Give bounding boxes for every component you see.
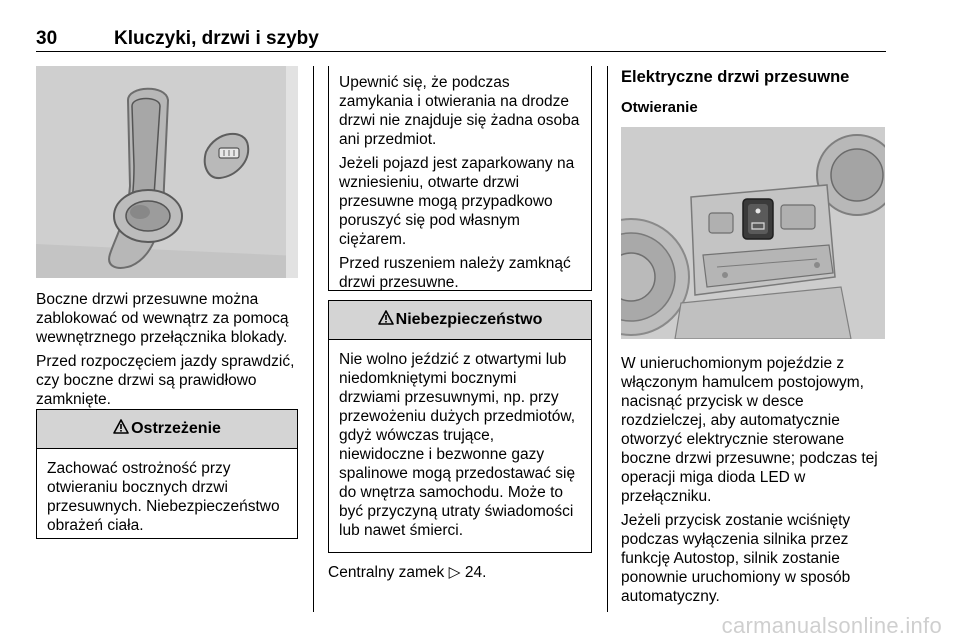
cross-ref-arrow-icon: ▷: [448, 564, 461, 581]
continued-warning-box: [328, 66, 592, 291]
danger-box-header: [329, 300, 591, 340]
warning-box-header: [37, 409, 297, 449]
col1-text: [36, 290, 300, 414]
dashboard-switch-illustration: [621, 127, 885, 339]
paragraph: Boczne drzwi przesuwne można zablokować od wewnątrz za pomocą wewnętrznego przełącznika blokady.: [36, 291, 289, 346]
warning-box-title: Ostrzeżenie: [131, 420, 221, 437]
warning-triangle-icon: [378, 310, 394, 330]
cross-ref-page[interactable]: 24.: [464, 564, 487, 581]
cross-ref-text: Centralny zamek: [328, 564, 445, 581]
warning-box-body: [37, 449, 297, 548]
column-divider-1: [313, 66, 314, 612]
cross-reference: [328, 563, 592, 582]
paragraph: W unieruchomionym pojeździe z włączonym hamulcem postojowym, nacisnąć przycisk w desce rozdzielczej, aby automatycznie otworzyć elektrycznie sterowane boczne drzwi przesuwne; podczas tej operacji miga dioda LED w przełączniku.: [621, 355, 878, 505]
page-header: [36, 28, 886, 52]
chapter-title: Kluczyki, drzwi i szyby: [114, 28, 319, 49]
warning-text: Zachować ostrożność przy otwieraniu bocznych drzwi przesuwnych. Niebezpieczeństwo obrażeń ciała.: [47, 460, 280, 534]
danger-box-title: Niebezpieczeństwo: [395, 311, 543, 328]
danger-box: [328, 300, 592, 553]
paragraph: Upewnić się, że podczas zamykania i otwierania na drodze drzwi nie znajduje się żadna osoba ani przedmiot.: [339, 74, 580, 148]
paragraph: Jeżeli pojazd jest zaparkowany na wzniesieniu, otwarte drzwi przesuwne mogą przypadkowo poruszyć się pod własnym ciężarem.: [339, 155, 575, 248]
warning-box: [36, 409, 298, 539]
watermark: carmanualsonline.info: [721, 613, 942, 638]
col3-text: [621, 354, 887, 611]
subsection-title: Otwieranie: [621, 99, 698, 116]
dashboard-figure: [621, 127, 885, 339]
page-number: 30: [36, 28, 58, 49]
danger-box-body: [329, 340, 591, 553]
paragraph: Przed ruszeniem należy zamknąć drzwi przesuwne.: [339, 255, 571, 291]
continued-box-body: [329, 66, 591, 305]
column-divider-2: [607, 66, 608, 612]
section-title: Elektryczne drzwi przesuwne: [621, 68, 850, 86]
paragraph: Jeżeli przycisk zostanie wciśnięty podczas wyłączenia silnika przez funkcję Autostop, silnik zostanie ponownie uruchomiony w sposób automatyczny.: [621, 512, 851, 605]
warning-triangle-icon: [113, 419, 129, 439]
door-lock-figure: [36, 66, 298, 278]
door-lock-switch-illustration: [36, 66, 298, 278]
danger-text: Nie wolno jeździć z otwartymi lub niedomkniętymi bocznymi drzwiami przesuwnymi, np. przy przewożeniu dużych przedmiotów, gdyż wówczas trujące, niewidoczne i bezwonne gazy spalinowe mogą przedostawać się do wnętrza samochodu. Może to być przyczyną utraty świadomości lub nawet śmierci.: [339, 351, 576, 539]
paragraph: Przed rozpoczęciem jazdy sprawdzić, czy boczne drzwi są prawidłowo zamknięte.: [36, 353, 295, 408]
